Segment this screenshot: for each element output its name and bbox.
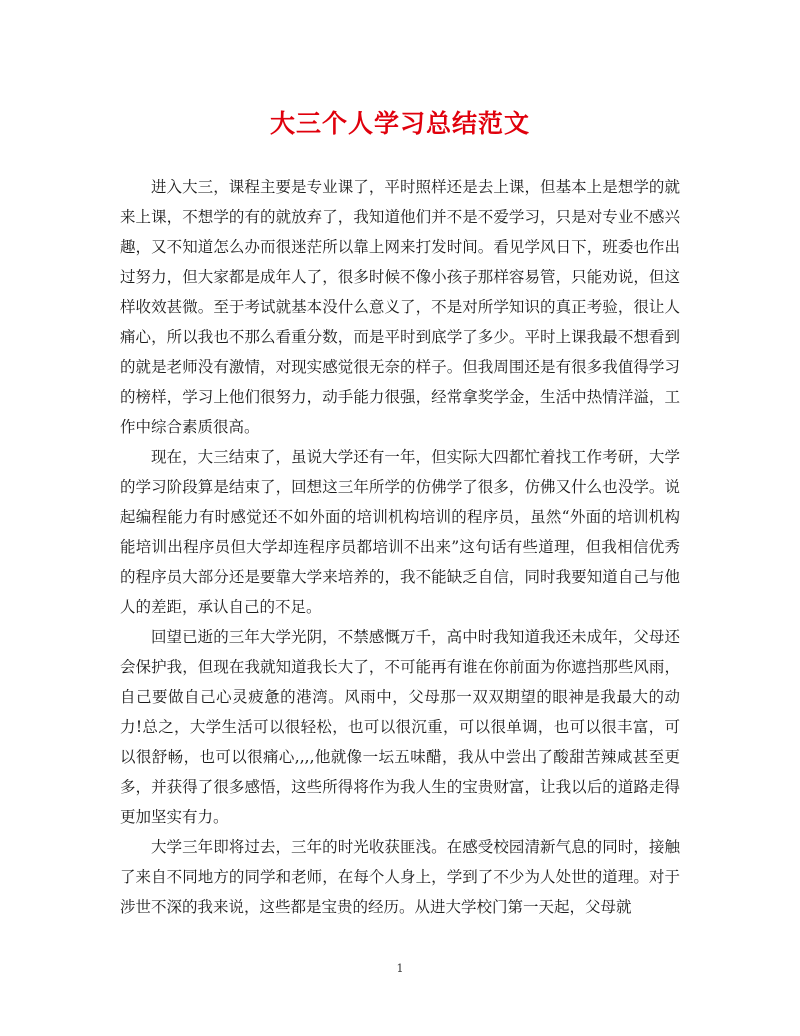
- paragraph-2: 现在，大三结束了，虽说大学还有一年，但实际大四都忙着找工作考研，大学的学习阶段算是结束了，回想这三年所学的仿佛学了很多，仿佛又什么也没学。说起编程能力有时感觉还不如外面的培训机构培训的程序员，虽然“外面的培训机构能培训出程序员但大学却连程序员都培训不出来”这句话有些道理，但我相信优秀的程序员大部分还是要靠大学来培养的，我不能缺乏自信，同时我要知道自己与他人的差距，承认自己的不足。: [120, 448, 680, 616]
- document-body: [120, 172, 680, 922]
- paragraph-3: 回望已逝的三年大学光阴，不禁感慨万千，高中时我知道我还未成年，父母还会保护我，但现在我就知道我长大了，不可能再有谁在你前面为你遮挡那些风雨，自己要做自己心灵疲惫的港湾。风雨中，父母那一双双期望的眼神是我最大的动力!总之，大学生活可以很轻松，也可以很沉重，可以很单调，也可以很丰富，可以很舒畅，也可以很痛心,,,,他就像一坛五味醋，我从中尝出了酸甜苦辣咸甚至更多，并获得了很多感悟，这些所得将作为我人生的宝贵财富，让我以后的道路走得更加坚实有力。: [120, 628, 680, 826]
- document-title: 大三个人学习总结范文: [269, 109, 530, 138]
- paragraph-4: 大学三年即将过去，三年的时光收获匪浅。在感受校园清新气息的同时，接触了来自不同地方的同学和老师，在每个人身上，学到了不少为人处世的道理。对于涉世不深的我来说，这些都是宝贵的经历。从进大学校门第一天起，父母就: [120, 838, 680, 916]
- paragraph-1: 进入大三，课程主要是专业课了，平时照样还是去上课，但基本上是想学的就来上课，不想学的有的就放弃了，我知道他们并不是不爱学习，只是对专业不感兴趣，又不知道怎么办而很迷茫所以靠上网来打发时间。看见学风日下，班委也作出过努力，但大家都是成年人了，很多时候不像小孩子那样容易管，只能劝说，但这样收效甚微。至于考试就基本没什么意义了，不是对所学知识的真正考验，很让人痛心，所以我也不那么看重分数，而是平时到底学了多少。平时上课我最不想看到的就是老师没有激情，对现实感觉很无奈的样子。但我周围还是有很多我值得学习的榜样，学习上他们很努力，动手能力很强，经常拿奖学金，生活中热情洋溢，工作中综合素质很高。: [120, 178, 680, 436]
- page-number: 1: [396, 962, 404, 975]
